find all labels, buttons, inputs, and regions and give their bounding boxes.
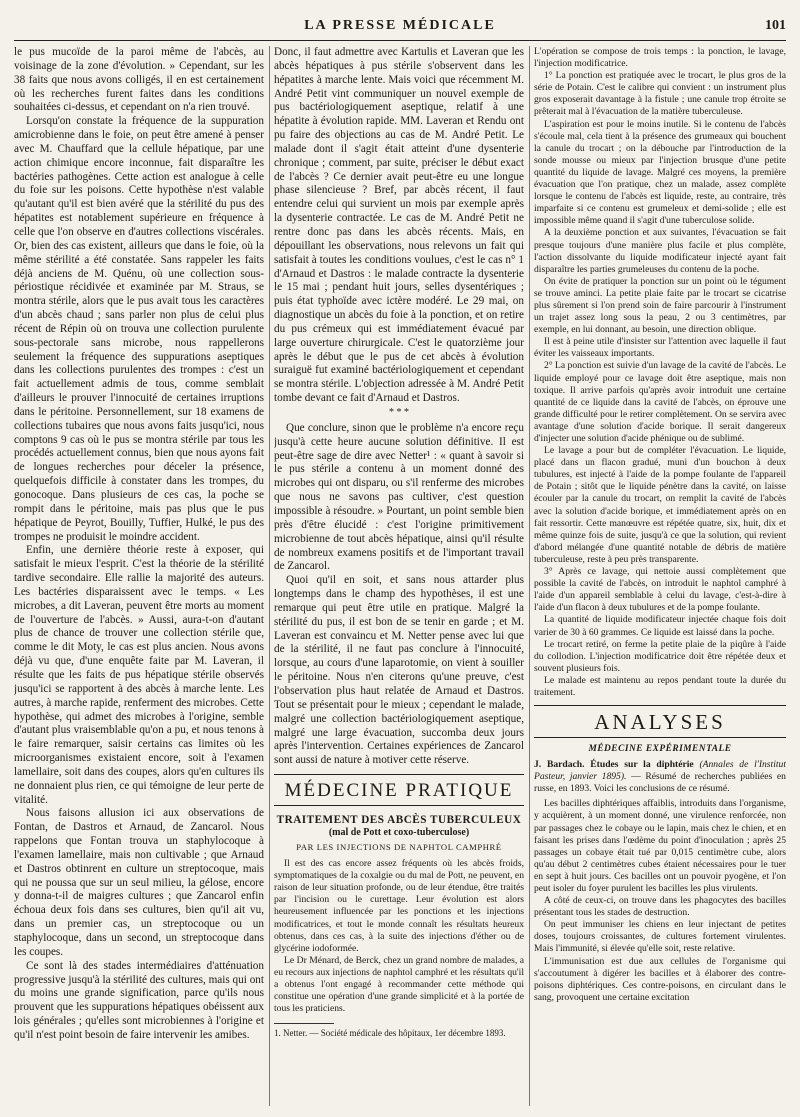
column-divider-2 bbox=[529, 46, 530, 1106]
paragraph: A la deuxième ponction et aux suivantes, l'évacuation se fait presque toujours d'une manière plus facile et plus complète, l'action dissolvante du liquide modificateur injecté ayant fait disparaître les parties grumeleuses du contenu de la poche. bbox=[534, 227, 786, 275]
paragraph: Le trocart retiré, on ferme la petite plaie de la piqûre à l'aide du collodion. L'injection modificatrice doit être répétée deux et souvent plusieurs fois. bbox=[534, 638, 786, 674]
analyses-text bbox=[534, 798, 786, 1004]
paragraph: L'immunisation est due aux cellules de l'organisme qui s'accoutument à digérer les bacilles et à élaborer des contre-poisons diphtériques. Ces contre-poisons, en circulant dans le sang, provoquent une certaine excitation bbox=[534, 955, 786, 1003]
paragraph: 3° Après ce lavage, qui nettoie aussi complètement que possible la cavité de l'abcès, on introduit le naphtol camphré à l'aide d'un appareil semblable à celui du lavage, c'est-à-dire à l'aide d'un flacon à deux tubulures et de la pompe foulante. bbox=[534, 566, 786, 614]
col3-text bbox=[534, 46, 786, 699]
paragraph: le pus mucoïde de la paroi même de l'abcès, au voisinage de la zone d'évolution. » Cependant, sur les 38 faits que nous avons colligés, il en est certainement où les recherches furent faites dans les conditions souhaitées ci-dessus, et cependant on n'a rien trouvé. bbox=[14, 46, 264, 114]
col2-text-top bbox=[274, 46, 524, 406]
page-header bbox=[14, 14, 786, 41]
paragraph: Quoi qu'il en soit, et sans nous attarder plus longtemps dans le champ des hypothèses, il est une remarque qui peut être utile en pratique. Malgré la stérilité du pus, il est bon de se tenir en garde ; et M. Laveran est convaincu et M. Netter pense avec lui que de la stérilité, il ne faut pas conclure à l'innocuité, lorsque, au cours d'une laparotomie, on vient à souiller le péritoine. Nous n'en citerons qu'une preuve, c'est l'observation plus haut relatée de Arnaud et Dastros. Tout se présentait pour le mieux ; cependant le malade, malgré une collection bactériologiquement aseptique, malgré une large évacuation, succomba deux jours après l'intervention. Certaines expériences de Zancarol sont aussi de nature à motiver cette réserve. bbox=[274, 574, 524, 767]
paragraph: Que conclure, sinon que le problème n'a encore reçu jusqu'à cette heure aucune solution définitive. Il est peut-être sage de dire avec Netter¹ : « quant à savoir si le pus stérile a contenu à un moment donné des microbes qui ont disparu, ou s'il renferme des microbes que nous ne savons pas cultiver, c'est question impossible à résoudre. » Pourtant, un point semble bien près d'être élucidé : c'est l'origine primitivement microbienne de tout abcès hépatique, ainsi qu'il résulte de nombreux examens positifs et de l'important travail de Zancarol. bbox=[274, 421, 524, 573]
section-break-stars: * * * bbox=[389, 406, 409, 418]
column-divider-1 bbox=[269, 46, 270, 1106]
ref-journal: (Annales de l'Institut Pasteur, janvier 1895). bbox=[534, 759, 786, 783]
journal-title: LA PRESSE MÉDICALE bbox=[304, 18, 496, 33]
article-subtitle: (mal de Pott et coxo-tuberculose) bbox=[328, 827, 470, 839]
paragraph: Les bacilles diphtériques affaiblis, introduits dans l'organisme, y acquièrent, à un moment donné, une virulence renforcée, non par passages chez le cobaye ou le lapin, mais chez le chien, et en faisant les prises dans l'œdème du point d'inoculation ; après 25 passages un cobaye était tué par 0,015 centimètre cube, alors qu'au début 2 centimètres cubes étaient nécessaires pour le tuer en sept à huit jours. Ces bacilles ont un pouvoir pyogène, et l'on peut isoler du foyer purulent les bacilles les plus virulents. bbox=[534, 798, 786, 894]
column-1 bbox=[14, 46, 264, 1112]
ref-summary: — Résumé de recherches publiées en russe, en 1893. Voici les conclusions de ce résumé. bbox=[534, 771, 786, 795]
paragraph: Enfin, une dernière théorie reste à exposer, qui satisfait le mieux l'esprit. C'est la théorie de la stérilité tardive secondaire. Elle rallie la majorité des auteurs. Les bactéries disparaissent avec le temps. « Les microbes, a dit Laveran, peuvent être morts au moment de l'ouverture de l'abcès. » Aussi, aura-t-on d'autant plus de chance de trouver une collection stérile que, comme le dit Moty, le cas est plus ancien. Nous avons déjà vu que, d'une enquête faite par M. Laveran, il résulte que les faits de pus hépatique stérile observés jusqu'ici se rapportent à des abcès à marche lente. Les autres, à marche rapide, renferment des microbes. Cette hypothèse, qui admet des microbes à l'origine, semble d'autant plus vraisemblable qu'on a pu, et nous tenons à le faire remarquer, saisir certains cas limites où les microorganismes existaient encore, soit à l'examen lamellaire, soit dans des coupes, alors qu'en cultures ils ne donnaient plus rien, ce qui témoigne de leur perte de vitalité. bbox=[14, 544, 264, 806]
article-title: TRAITEMENT DES ABCÈS TUBERCULEUX bbox=[276, 814, 522, 827]
analyses-heading: ANALYSES bbox=[534, 705, 786, 738]
ref-title: Études sur la diphtérie bbox=[590, 759, 694, 771]
paragraph: On évite de pratiquer la ponction sur un point où le tégument se trouve aminci. La petite plaie faite par le trocart se cicatrise plus sûrement si l'on prend soin de faire parcourir à l'instrument un trajet assez long sous la peau, 2 ou 3 centimètres, par exemple, en lui donnant, au besoin, une direction oblique. bbox=[534, 275, 786, 336]
page-number: 101 bbox=[765, 18, 786, 33]
footnote-rule bbox=[274, 1023, 334, 1024]
analyses-rubric: MÉDECINE EXPÉRIMENTALE bbox=[588, 744, 732, 755]
paragraph: Ce sont là des stades intermédiaires d'atténuation progressive jusqu'à la stérilité des cultures, mais qui ont du moins une grande signification, parce qu'ils nous prouvent que les suppurations hépatiques obéissent aux lois générales ; qu'elles sont microbiennes à l'origine et qu'il n'est point besoin de faire intervenir les amibes. bbox=[14, 959, 264, 1041]
ref-author: J. Bardach. bbox=[534, 759, 585, 771]
paragraph: Le malade est maintenu au repos pendant toute la durée du traitement. bbox=[534, 674, 786, 698]
col1-text bbox=[14, 46, 264, 1043]
paragraph: Lorsqu'on constate la fréquence de la suppuration amicrobienne dans le foie, on peut être amené à penser avec M. Chauffard que la cellule hépatique, par une action chimique encore inconnue, fait disparaître les bactéries pathogènes. Cette action est analogue à celle du foie sur les poisons. Cette hypothèse n'est valable qu'autant qu'il est bien avéré que la stérilité du pus des hépatites est notablement supérieure en fréquence à celle que l'on observe en d'autres collections viscérales. Or, bien des cas existent, ailleurs que dans le foie, où la même stérilité a été constatée. Sans rappeler les faits déjà anciens de M. Quénu, où une collection sous-périostique récidivée et examinée par M. Straus, se montra stérile, alors que le pus avait tous les caractères d'un abcès chaud ; sans parler non plus de celui plus récent de Répin où on trouva une collection purulente sous-pectorale sans microbe, nous rappellerons seulement la fréquence des suppurations aseptiques dans les collections purulentes des trompes : c'est un fait actuellement admis de tous, comme semblait d'ailleurs le prouver l'innocuité de certaines irruptions dans le péritoine. Personnellement, sur 18 examens de collections tubaires que nous avons faits jusqu'ici, nous comptons 9 cas où le pus se montra stérile par tous les procédés actuellement connus, bien que nous ayons fait de longues recherches pour déceler la présence, quelquefois difficile à constater dans les trompes, du gonocoque. Dans plusieurs de ces cas, la poche se rompit dans le péritoine, mais pas plus que le pus hépatique de Peyrot, Bouilly, Tuffier, Hulké, le pus des trompes ne produisit le moindre accident. bbox=[14, 115, 264, 543]
paragraph: On peut immuniser les chiens en leur injectant de petites doses, toujours croissantes, de cultures fortement virulentes. Mais l'immunité, si élevée qu'elle soit, reste relative. bbox=[534, 919, 786, 955]
paragraph: L'aspiration est pour le moins inutile. Si le contenu de l'abcès s'écoule mal, cela tient à la présence des grumeaux qui bouchent la canule du trocart ; on la débouche par l'introduction de la sonde mousse ou mieux par l'injection brusque d'une petite quantité du liquide de lavage. Malgré ces moyens, la première évacuation que l'on pratique, chez un malade, assez complète lorsque le contenu de l'abcès est liquide, reste, au contraire, très imparfaite si ce contenu est grumeleux et demi-solide ; elle est impossible même quand il s'agit d'une tuberculose solide. bbox=[534, 118, 786, 227]
paragraph: Il est à peine utile d'insister sur l'attention avec laquelle il faut éviter les vaisseaux importants. bbox=[534, 336, 786, 360]
paragraph: Le Dr Ménard, de Berck, chez un grand nombre de malades, a eu recours aux injections de naphtol camphré et les résultats qu'il a obtenus l'ont engagé à recommander cette méthode qui constitue une opération d'une grande simplicité et à la portée de tous les praticiens. bbox=[274, 954, 524, 1015]
paragraph: A côté de ceux-ci, on trouve dans les phagocytes des bacilles présentant tous les stades de destruction. bbox=[534, 895, 786, 919]
paragraph: 2° La ponction est suivie d'un lavage de la cavité de l'abcès. Le liquide employé pour ce lavage doit être aseptique, mais non toxique. Il arrive parfois qu'après avoir introduit une certaine quantité de ce liquide dans la cavité de l'abcès, on éprouve une grande difficulté pour le retirer complètement. On se servira avec avantage d'une solution d'acide borique. Il serait dangereux d'injecter une solution d'acide phénique ou de sublimé. bbox=[534, 360, 786, 444]
paragraph: L'opération se compose de trois temps : la ponction, le lavage, l'injection modificatrice. bbox=[534, 46, 786, 70]
paragraph: Il est des cas encore assez fréquents où les abcès froids, symptomatiques de la coxalgie ou du mal de Pott, ne peuvent, en raison de leur situation profonde, ou de leur étendue, être traités par l'incision ou le curettage. Leur évolution est alors heureusement influencée par les ponctions et les injections modificatrices, et tout le monde connaît les résultats heureux obtenus, dans ces cas, à la suite des injections d'éther ou de glycérine iodoformée. bbox=[274, 858, 524, 954]
paragraph: 1° La ponction est pratiquée avec le trocart, le plus gros de la série de Potain. C'est le calibre qui convient : un instrument plus gros exposerait davantage à la fistule ; une canule trop étroite se prêterait mal à l'évacuation de la matière tuberculeuse. bbox=[534, 70, 786, 118]
paragraph: Le lavage a pour but de compléter l'évacuation. Le liquide, placé dans un flacon gradué, muni d'un bouchon à deux tubulures, est injecté à l'aide de la pompe foulante de l'appareil de Potain ; sitôt que le liquide pénètre dans la cavité, on laisse écouler par la canule du trocart, on remplit la cavité de l'abcès avec la solution d'acide borique, et immédiatement après on en fait ressortir. Cette manœuvre est répétée quatre, six, huit, dix et même quinze fois de suite, jusqu'à ce que la solution, qui revient d'abord mélangée d'une quantité notable de débris de matière tuberculeuse, reste à peu près transparente. bbox=[534, 445, 786, 565]
paragraph: Donc, il faut admettre avec Kartulis et Laveran que les abcès hépatiques à pus stérile s'observent dans les hépatites à marche lente. Mais voici que récemment M. André Petit vint communiquer un nouvel exemple de pus bactériologiquement aseptique, relatif à une hépatite à évolution rapide. MM. Laveran et Rendu ont pu faire des objections au cas de M. André Petit. Le malade dont il s'agit était atteint d'une dysenterie chronique ; comment, par suite, préciser le début exact de l'abcès ? Ce dernier avait peut-être eu une longue phase silencieuse ? Bref, par abcès récent, il faut entendre celui qui survient un mois par exemple après la dysenterie contractée. Le cas de M. André Petit ne rentre donc pas dans les abcès récents. Mais, en dépouillant les observations, nous relevons un fait qui satisfait à toutes les conditions voulues, c'est le cas n° 1 d'Arnaud et Dastros : le malade contracte la dysenterie le 15 mai ; pendant huit jours, selles dysentériques ; puis état typhoïde avec ictère modéré. Le 29 mai, on diagnostique un abcès du foie à la ponction, et on retire du pus crémeux qui est immédiatement évacué par large ouverture chirurgicale. C'est le quatorzième jour après le début que le pus de cet abcès à évolution suraiguë fut examiné bactériologiquement et cependant se montra stérile. L'objection adressée à M. André Petit tombe devant ce fait d'Arnaud et Dastros. bbox=[274, 46, 524, 405]
section-heading: MÉDECINE PRATIQUE bbox=[274, 774, 524, 806]
paragraph: La quantité de liquide modificateur injectée chaque fois doit varier de 30 à 60 grammes. Ce liquide est laissé dans la poche. bbox=[534, 614, 786, 638]
col2-text-mid bbox=[274, 422, 524, 768]
col2-text-bottom bbox=[274, 858, 524, 1015]
column-2 bbox=[274, 46, 524, 1112]
footnote: 1. Netter. — Société médicale des hôpitaux, 1er décembre 1893. bbox=[274, 1028, 506, 1039]
article-byline: PAR LES INJECTIONS DE NAPHTOL CAMPHRÉ bbox=[296, 842, 502, 853]
paragraph: Nous faisons allusion ici aux observations de Fontan, de Dastros et Arnaud, de Zancarol. Nous rappelons que Fontan trouva un staphylocoque à l'examen lamellaire, mais non cultivable ; que Arnaud et Dastros obtinrent en culture un streptocoque, mais qui ne poussa que sur un seul milieu, la gélose, encore y donna-t-il de maigres cultures ; que Zancarol enfin échoua deux fois dans ses cultures, bien qu'il ait vu, dans un premier cas, un streptocoque ou un staphylocoque, dans un second, un streptocoque dans les coupes. bbox=[14, 807, 264, 958]
column-3 bbox=[534, 46, 786, 1112]
analysis-reference bbox=[534, 759, 786, 795]
